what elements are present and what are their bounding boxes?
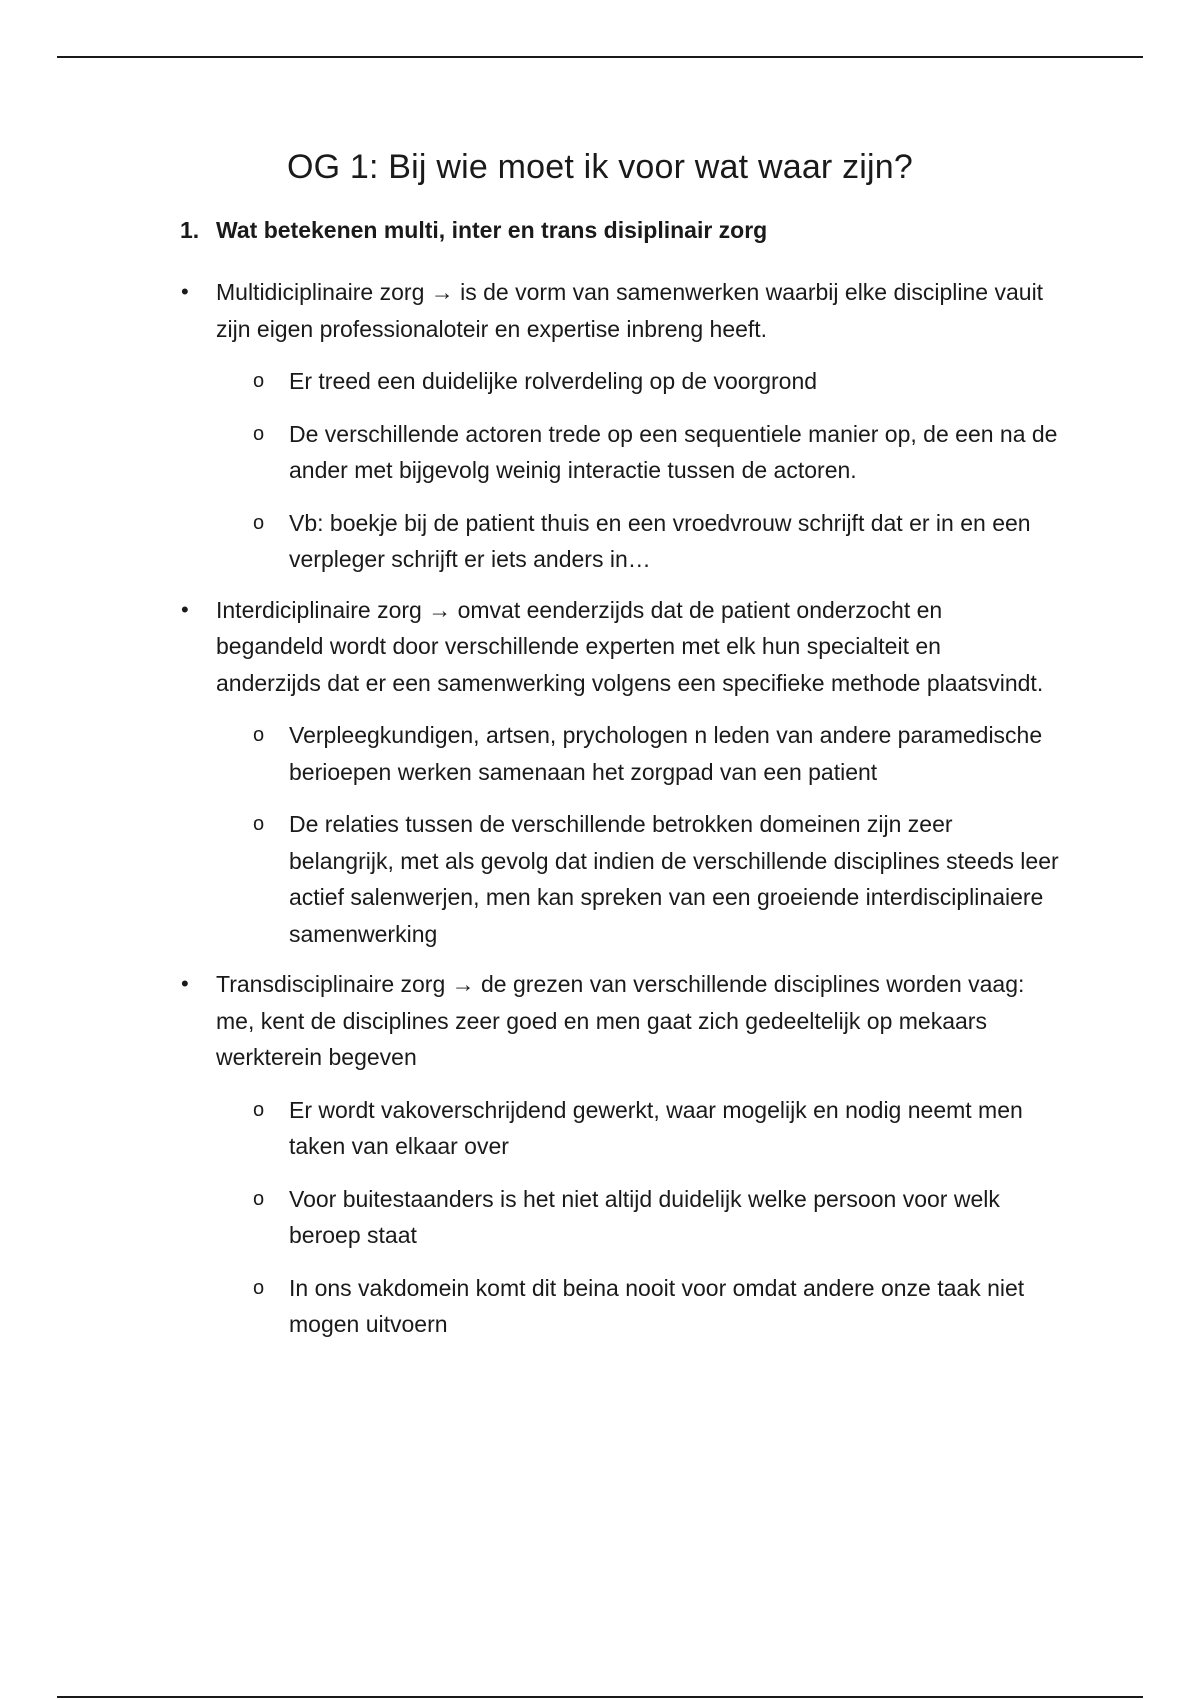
sub-item: [0, 1181, 1200, 1254]
bullet-marker: •: [181, 596, 189, 622]
sub-item: [0, 1092, 1200, 1165]
heading-text: Wat betekenen multi, inter en trans disiplinair zorg: [216, 217, 768, 243]
sub-text: Vb: boekje bij de patient thuis en een vroedvrouw schrijft dat er in en een verpleger schrijft er iets anders in…: [289, 509, 1031, 572]
sub-marker: o: [253, 422, 265, 445]
document-body: [0, 212, 1200, 1359]
sub-text: Voor buitestaanders is het niet altijd duidelijk welke persoon voor welk beroep staat: [289, 1185, 1000, 1248]
bullet-text: Interdiciplinaire zorg → omvat eenderzijds dat de patient onderzocht en begandeld wordt door verschillende experten met elk hun specialteit en anderzijds dat er een samenwerking volgens een specifieke methode plaatsvindt.: [216, 596, 1044, 696]
sub-marker: o: [253, 511, 265, 534]
sub-text: Er wordt vakoverschrijdend gewerkt, waar mogelijk en nodig neemt men taken van elkaar over: [289, 1096, 1023, 1159]
sub-text: In ons vakdomein komt dit beina nooit voor omdat andere onze taak niet mogen uitvoern: [289, 1274, 1025, 1337]
bullet-item-multidisciplinary: [0, 274, 1200, 347]
sub-text: Er treed een duidelijke rolverdeling op de voorgrond: [289, 368, 818, 394]
sub-marker: o: [253, 1098, 265, 1121]
sub-item: [0, 505, 1200, 578]
sub-marker: o: [253, 813, 265, 835]
sub-text: De relaties tussen de verschillende betrokken domeinen zijn zeer belangrijk, met als gevolg dat indien de verschillende disciplines steeds leer actief salenwerjen, men kan spreken van een groeiende interdisciplinaiere samenwerking: [289, 811, 1059, 947]
bullet-marker: •: [181, 279, 189, 304]
bottom-rule: [57, 1696, 1143, 1698]
sub-marker: o: [253, 1187, 265, 1210]
sub-item: [0, 1270, 1200, 1343]
bullet-text: Multidiciplinaire zorg → is de vorm van samenwerken waarbij elke discipline vauit zijn eigen professionaloteir en expertise inbreng heeft.: [216, 279, 1044, 342]
bullet-text: Transdisciplinaire zorg → de grezen van verschillende disciplines worden vaag: me, kent de disciplines zeer goed en men gaat zich gedeeltelijk op mekaars werkterein begeven: [216, 971, 1025, 1070]
bullet-marker: •: [181, 971, 189, 996]
sub-marker: o: [253, 724, 265, 746]
sub-marker: o: [253, 1276, 265, 1299]
sub-item: [0, 717, 1200, 790]
sub-item: [0, 806, 1200, 952]
sub-marker: o: [253, 370, 265, 392]
sub-item: [0, 363, 1200, 400]
heading-number: 1.: [180, 217, 200, 243]
sub-text: De verschillende actoren trede op een sequentiele manier op, de een na de ander met bijgevolg weinig interactie tussen de actoren.: [289, 420, 1058, 483]
section-heading: [0, 212, 1200, 248]
sub-item: [0, 416, 1200, 489]
bullet-item-interdisciplinary: [0, 592, 1200, 702]
top-rule: [57, 56, 1143, 58]
bullet-item-transdisciplinary: [0, 966, 1200, 1076]
sub-text: Verpleegkundigen, artsen, prychologen n leden van andere paramedische berioepen werken samenaan het zorgpad van een patient: [289, 722, 1043, 785]
page-title: OG 1: Bij wie moet ik voor wat waar zijn?: [286, 148, 914, 186]
